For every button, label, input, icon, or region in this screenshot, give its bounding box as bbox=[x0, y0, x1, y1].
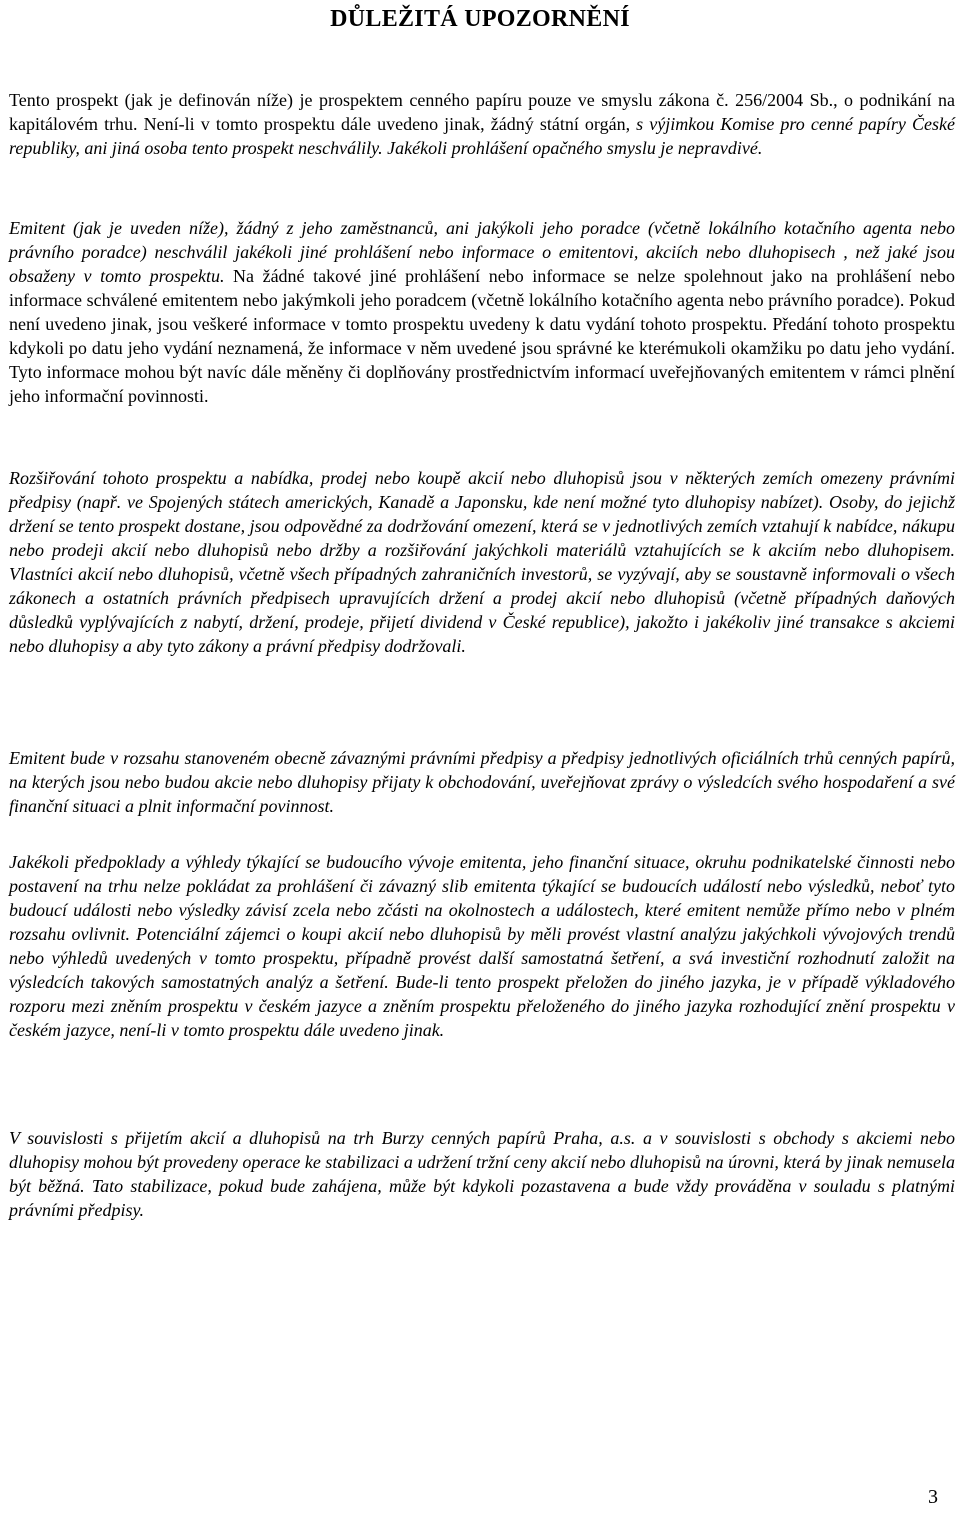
paragraph-text-italic: Emitent (jak je uveden níže), žádný z jeho zaměstnanců, ani jakýkoli jeho poradce (včetně lokálního kotačního agenta nebo právního poradce) neschválil jakékoli jiné prohlášení nebo informace o emitentovi, akciích nebo dluhopisech , než jaké jsou obsaženy v tomto prospektu. bbox=[9, 218, 955, 286]
paragraph-prospectus-definition bbox=[9, 88, 955, 160]
paragraph-text-italic: V souvislosti s přijetím akcií a dluhopisů na trh Burzy cenných papírů Praha, a.s. a v souvislosti s obchody s akciemi nebo dluhopisy mohou být provedeny operace ke stabilizaci a udržení tržní ceny akcií nebo dluhopisů na úrovni, která by jinak nemusela být běžná. Tato stabilizace, pokud bude zahájena, může být kdykoli pozastavena a bude vždy prováděna v souladu s platnými právními předpisy. bbox=[9, 1128, 955, 1220]
paragraph-stabilization bbox=[9, 1126, 955, 1222]
paragraph-reporting-obligations bbox=[9, 746, 955, 818]
page-number: 3 bbox=[928, 1486, 938, 1508]
paragraph-distribution-restrictions bbox=[9, 466, 955, 658]
paragraph-issuer-statements bbox=[9, 216, 955, 408]
paragraph-text-italic: Jakékoli předpoklady a výhledy týkající se budoucího vývoje emitenta, jeho finanční situace, okruhu podnikatelské činnosti nebo postavení na trhu nelze pokládat za prohlášení či závazný slib emitenta týkající se budoucích událostí nebo výsledků, neboť tyto budoucí události nebo výsledky závisí zcela nebo zčásti na okolnostech a událostech, které emitent nemůže přímo nebo v plném rozsahu ovlivnit. Potenciální zájemci o koupi akcií nebo dluhopisů by měli provést vlastní analýzu jakýchkoli vývojových trendů nebo výhledů uvedených v tomto prospektu, případně provést další samostatná šetření, a svá investiční rozhodnutí založit na výsledcích takových samostatných analýz a šetření. Bude-li tento prospekt přeložen do jiného jazyka, je v případě výkladového rozporu mezi zněním prospektu v českém jazyce a zněním prospektu přeloženého do jiného jazyka rozhodující znění prospektu v českém jazyce, není-li v tomto prospektu dále uvedeno jinak. bbox=[9, 852, 955, 1040]
paragraph-text-italic: s výjimkou Komise pro cenné papíry České republiky, ani jiná osoba tento prospekt neschválily. Jakékoli prohlášení opačného smyslu je nepravdivé. bbox=[9, 114, 955, 158]
paragraph-text-upright: Tento prospekt (jak je definován níže) je prospektem cenného papíru pouze ve smyslu zákona č. 256/2004 Sb., o podnikání na kapitálovém trhu. Není-li v tomto prospektu dále uvedeno jinak, žádný státní orgán, bbox=[9, 90, 955, 134]
paragraph-text-italic: Rozšiřování tohoto prospektu a nabídka, prodej nebo koupě akcií nebo dluhopisů jsou v některých zemích omezeny právními předpisy (např. ve Spojených státech amerických, Kanadě a Japonsku, kde není možné tyto dluhopisy nabízet). Osoby, do jejichž držení se tento prospekt dostane, jsou odpovědné za dodržování omezení, která se v jednotlivých zemích vztahují k nabídce, nákupu nebo prodeji akcií nebo dluhopisů nebo držby a rozšiřování jakýchkoli materiálů vztahujících se k akciím nebo dluhopisem. Vlastníci akcií nebo dluhopisů, včetně všech případných zahraničních investorů, se vyzývají, aby se soustavně informovali o všech zákonech a ostatních právních předpisech upravujících držení a prodej akcií nebo dluhopisů (včetně případných daňových důsledků vyplývajících z nabytí, držení, prodeje, přijetí dividend v České republice), jakožto i jakékoliv jiné transakce s akciemi nebo dluhopisy a aby tyto zákony a právní předpisy dodržovali. bbox=[9, 468, 955, 656]
paragraph-text-italic: Emitent bude v rozsahu stanoveném obecně závaznými právními předpisy a předpisy jednotlivých oficiálních trhů cenných papírů, na kterých jsou nebo budou akcie nebo dluhopisy přijaty k obchodování, uveřejňovat zprávy o výsledcích svého hospodaření a své finanční situaci a plnit informační povinnost. bbox=[9, 748, 955, 816]
page-title: DŮLEŽITÁ UPOZORNĚNÍ bbox=[330, 6, 630, 32]
paragraph-forward-looking bbox=[9, 850, 955, 1042]
paragraph-text-upright: Na žádné takové jiné prohlášení nebo informace se nelze spolehnout jako na prohlášení nebo informace schválené emitentem nebo jakýmkoli jeho poradcem (včetně lokálního kotačního agenta nebo právního poradce). Pokud není uvedeno jinak, jsou veškeré informace v tomto prospektu uvedeny k datu vydání tohoto prospektu. Předání tohoto prospektu kdykoli po datu jeho vydání neznamená, že informace v něm uvedené jsou správné ke kterémukoli okamžiku po datu jeho vydání. Tyto informace mohou být navíc dále měněny či doplňovány prostřednictvím informací uveřejňovaných emitentem v rámci plnění jeho informační povinnosti. bbox=[9, 266, 955, 406]
